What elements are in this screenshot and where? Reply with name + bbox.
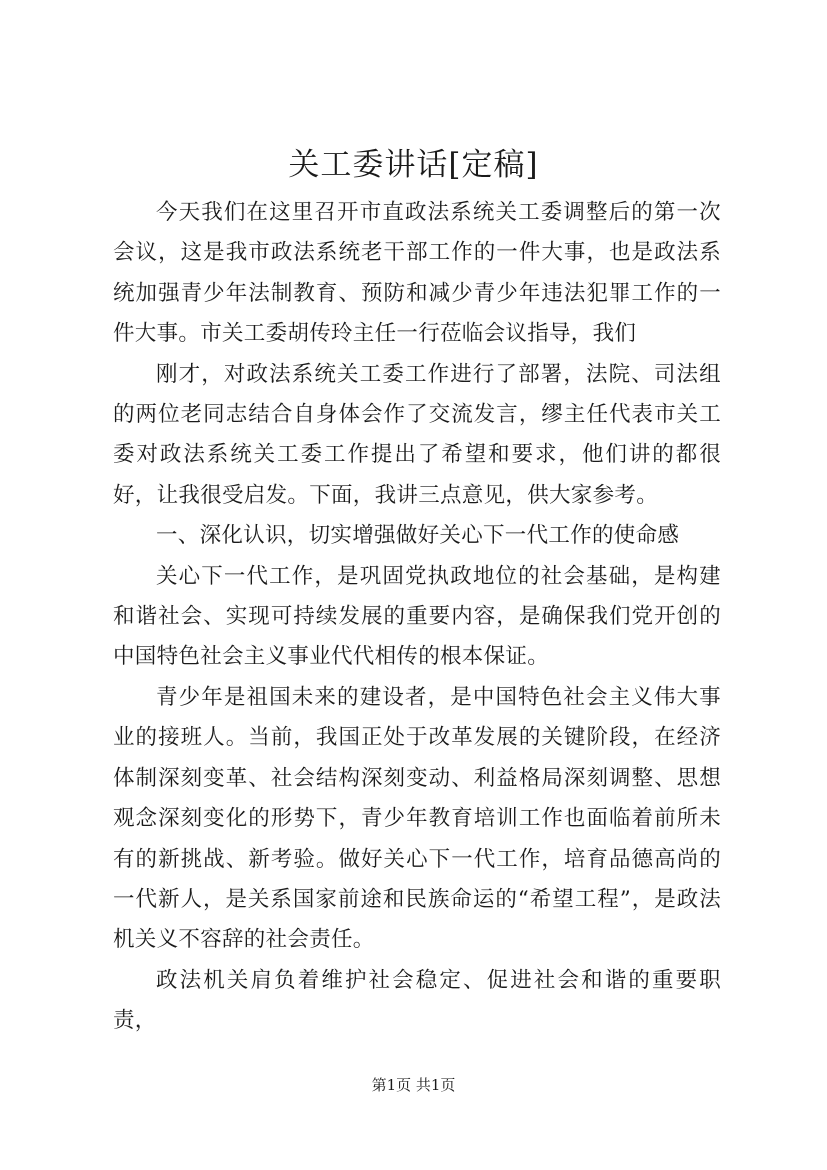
paragraph-1: 今天我们在这里召开市直政法系统关工委调整后的第一次会议，这是我市政法系统老干部工作的一件大事，也是政法系统加强青少年法制教育、预防和减少青少年违法犯罪工作的一件大事。市关工委胡传玲主任一行莅临会议指导，我们 xyxy=(113,200,721,347)
document-body xyxy=(113,193,721,1042)
paragraph-5: 政法机关肩负着维护社会稳定、促进社会和谐的重要职责， xyxy=(113,967,721,1034)
paragraph-3: 关心下一代工作，是巩固党执政地位的社会基础，是构建和谐社会、实现可持续发展的重要内容，是确保我们党开创的中国特色社会主义事业代代相传的根本保证。 xyxy=(113,563,721,670)
section-heading-1: 一、深化认识，切实增强做好关心下一代工作的使命感 xyxy=(156,523,680,549)
page-number-footer: 第1页 共1页 xyxy=(371,1076,456,1094)
paragraph-4: 青少年是祖国未来的建设者，是中国特色社会主义伟大事业的接班人。当前，我国正处于改革发展的关键阶段，在经济体制深刻变革、社会结构深刻变动、利益格局深刻调整、思想观念深刻变化的形势下，青少年教育培训工作也面临着前所未有的新挑战、新考验。做好关心下一代工作，培育品德高尚的一代新人，是关系国家前途和民族命运的“希望工程”，是政法机关义不容辞的社会责任。 xyxy=(113,684,721,953)
paragraph-2: 刚才，对政法系统关工委工作进行了部署，法院、司法组的两位老同志结合自身体会作了交流发言，缪主任代表市关工委对政法系统关工委工作提出了希望和要求，他们讲的都很好，让我很受启发。下面，我讲三点意见，供大家参考。 xyxy=(113,361,721,508)
document-title: 关工委讲话[定稿] xyxy=(288,147,539,183)
